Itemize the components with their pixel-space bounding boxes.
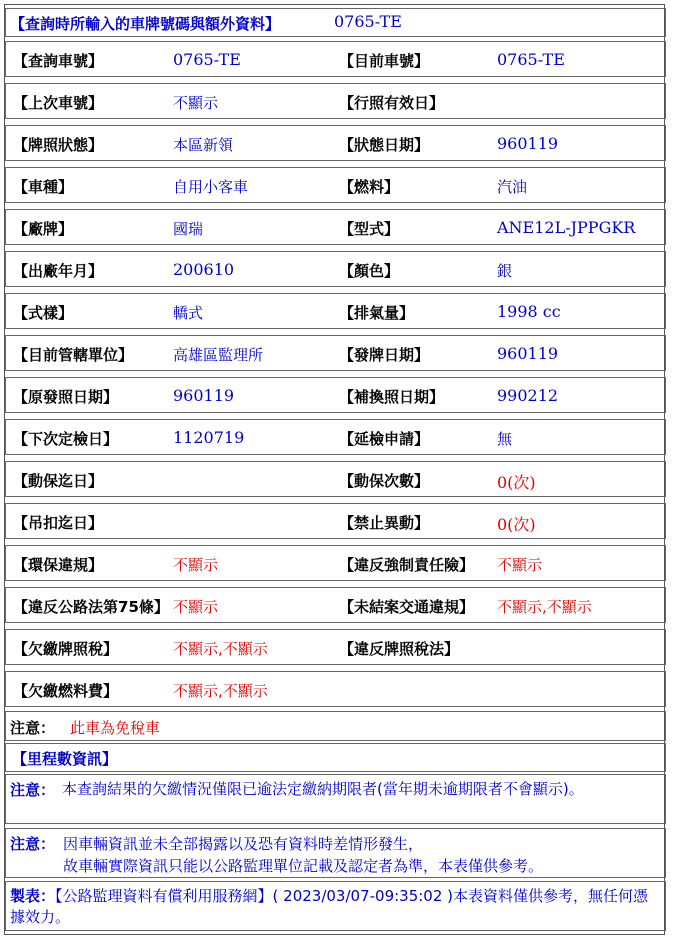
field-label: 【禁止異動】 xyxy=(339,514,430,532)
note1-row xyxy=(5,774,666,824)
tax-note-row xyxy=(5,711,666,741)
field-label: 【目前車號】 xyxy=(339,52,430,70)
header-label: 【查詢時所輸入的車牌號碼與額外資料】 xyxy=(10,15,281,33)
field-value: 1120719 xyxy=(173,428,245,447)
field-label: 【欠繳燃料費】 xyxy=(13,682,119,700)
footer-service: 【公路監理資料有償利用服務網】 xyxy=(55,887,273,905)
field-label: 【查詢車號】 xyxy=(13,52,104,70)
field-value: 0(次) xyxy=(497,515,536,534)
field-row xyxy=(5,125,666,161)
field-row xyxy=(5,83,666,119)
field-label: 【違反牌照稅法】 xyxy=(339,640,460,658)
field-value: 國瑞 xyxy=(173,220,204,238)
note2-label: 注意： xyxy=(10,835,56,853)
field-row xyxy=(5,629,666,665)
field-value: 0(次) xyxy=(497,473,536,492)
mileage-label: 【里程數資訊】 xyxy=(12,750,118,768)
note2-line1: 因車輛資訊並未全部揭露以及恐有資料時差情形發生， xyxy=(63,835,424,853)
field-label: 【上次車號】 xyxy=(13,94,104,112)
note2-row xyxy=(5,828,666,878)
field-label: 【補換照日期】 xyxy=(339,388,445,406)
tax-note-value: 此車為免稅車 xyxy=(70,719,161,737)
field-label: 【行照有效日】 xyxy=(339,94,445,112)
field-label: 【狀態日期】 xyxy=(339,136,430,154)
field-row xyxy=(5,671,666,707)
footer-label: 製表： xyxy=(10,887,56,905)
field-label: 【違反公路法第75條】 xyxy=(13,598,169,616)
field-label: 【吊扣迄日】 xyxy=(13,514,104,532)
field-label: 【動保迄日】 xyxy=(13,472,104,490)
field-label: 【動保次數】 xyxy=(339,472,430,490)
field-label: 【型式】 xyxy=(339,220,400,238)
field-row xyxy=(5,503,666,539)
field-value: 不顯示,不顯示 xyxy=(173,682,268,700)
field-row xyxy=(5,545,666,581)
field-value: 自用小客車 xyxy=(173,178,249,196)
field-label: 【未結案交通違規】 xyxy=(339,598,475,616)
field-label: 【車種】 xyxy=(13,178,74,196)
field-value: 990212 xyxy=(497,386,559,405)
field-row xyxy=(5,251,666,287)
field-label: 【發牌日期】 xyxy=(339,346,430,364)
note1-label: 注意： xyxy=(10,781,56,799)
field-label: 【目前管轄單位】 xyxy=(13,346,134,364)
field-label: 【延檢申請】 xyxy=(339,430,430,448)
tax-note-label: 注意： xyxy=(10,719,56,737)
field-value: 轎式 xyxy=(173,304,204,322)
field-value: 不顯示,不顯示 xyxy=(497,598,592,616)
field-label: 【排氣量】 xyxy=(339,304,415,322)
footer-timestamp: ( 2023/03/07-09:35:02 ) xyxy=(272,887,454,905)
field-row xyxy=(5,335,666,371)
field-label: 【燃料】 xyxy=(339,178,400,196)
field-value: 0765-TE xyxy=(497,50,565,69)
field-label: 【顏色】 xyxy=(339,262,400,280)
mileage-row xyxy=(5,743,666,772)
field-value: 200610 xyxy=(173,260,235,279)
field-label: 【出廠年月】 xyxy=(13,262,104,280)
field-row xyxy=(5,209,666,245)
field-label: 【牌照狀態】 xyxy=(13,136,104,154)
header-plate: 0765-TE xyxy=(334,12,402,31)
field-label: 【式樣】 xyxy=(13,304,74,322)
field-label: 【廠牌】 xyxy=(13,220,74,238)
field-value: 不顯示 xyxy=(173,556,219,574)
field-row xyxy=(5,167,666,203)
field-label: 【欠繳牌照稅】 xyxy=(13,640,119,658)
field-row xyxy=(5,419,666,455)
footer-disclaimer: 本表資料僅供參考，無任何憑據效力。 xyxy=(10,887,649,926)
field-label: 【環保違規】 xyxy=(13,556,104,574)
field-value: 1998 cc xyxy=(497,302,561,321)
field-value: 高雄區監理所 xyxy=(173,346,264,364)
field-value: 銀 xyxy=(497,262,513,280)
field-value: 不顯示,不顯示 xyxy=(173,640,268,658)
field-value: 不顯示 xyxy=(173,94,219,112)
field-value: 無 xyxy=(497,430,513,448)
field-row xyxy=(5,377,666,413)
field-value: 不顯示 xyxy=(497,556,543,574)
field-row xyxy=(5,587,666,623)
note1-text: 本查詢結果的欠繳情況僅限已逾法定繳納期限者(當年期未逾期限者不會顯示)。 xyxy=(62,780,584,798)
footer-text xyxy=(10,886,656,928)
field-value: 0765-TE xyxy=(173,50,241,69)
field-value: 汽油 xyxy=(497,178,528,196)
field-value: 960119 xyxy=(173,386,235,405)
field-label: 【下次定檢日】 xyxy=(13,430,119,448)
field-value: 本區新領 xyxy=(173,136,234,154)
field-value: 960119 xyxy=(497,134,559,153)
field-value: 不顯示 xyxy=(173,598,219,616)
field-value: 960119 xyxy=(497,344,559,363)
field-label: 【原發照日期】 xyxy=(13,388,119,406)
footer-row xyxy=(5,881,666,931)
field-value: ANE12L-JPPGKR xyxy=(497,218,636,237)
field-row xyxy=(5,41,666,77)
note2-line2: 故車輛實際資訊只能以公路監理單位記載及認定者為準，本表僅供參考。 xyxy=(63,857,544,875)
field-label: 【違反強制責任險】 xyxy=(339,556,475,574)
header-row xyxy=(5,8,666,37)
field-row xyxy=(5,293,666,329)
field-row xyxy=(5,461,666,497)
